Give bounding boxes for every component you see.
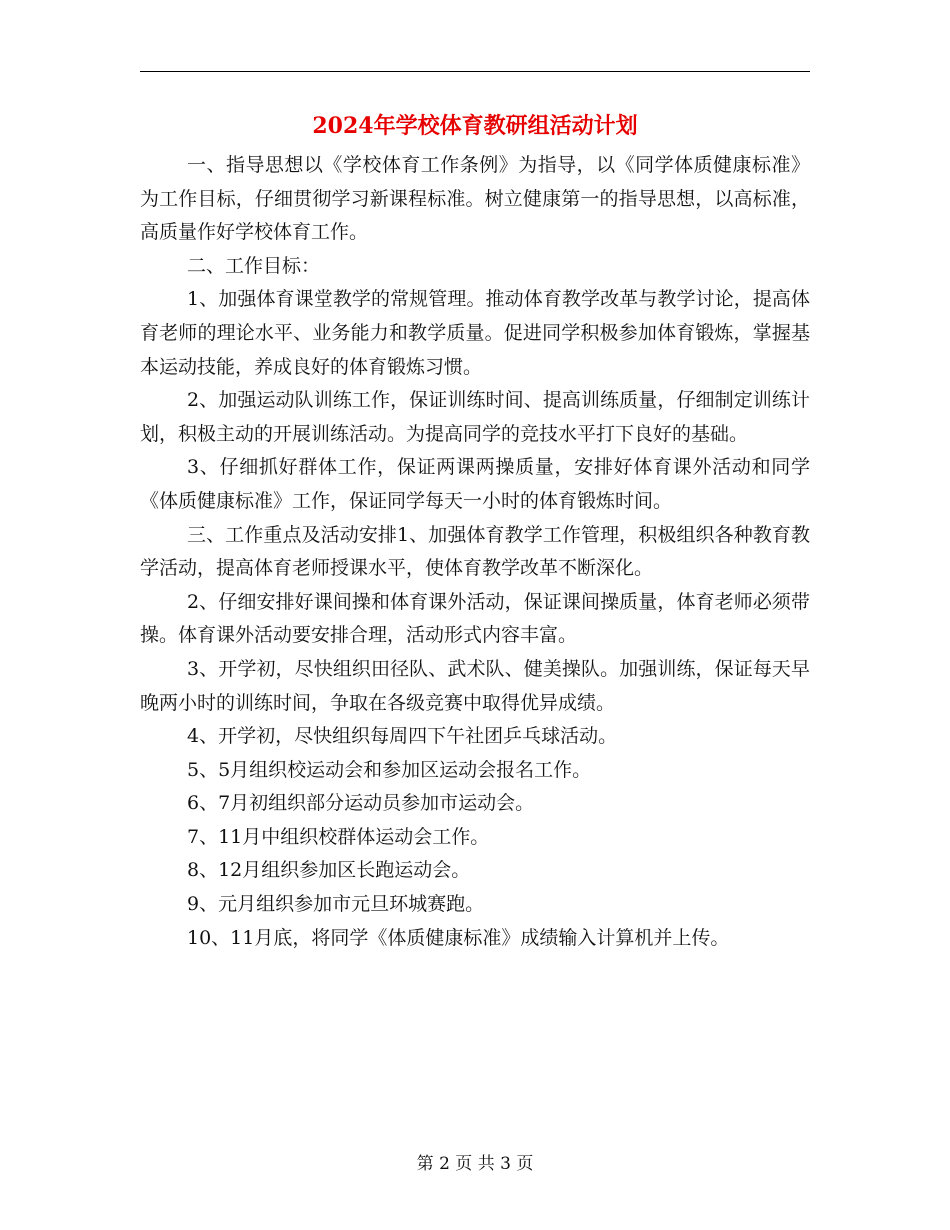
paragraph-focus-8: 8、12月组织参加区长跑运动会。 (187, 859, 471, 882)
paragraph-guiding-ideology: 一、指导思想以《学校体育工作条例》为指导，以《同学体质健康标准》为工作目标，仔细贯彻学习新课程标准。树立健康第一的指导思想，以高标准，高质量作好学校体育工作。 (140, 154, 810, 244)
document-body (140, 149, 810, 955)
paragraph-focus-3: 3、开学初，尽快组织田径队、武术队、健美操队。加强训练，保证每天早晚两小时的训练时间，争取在各级竞赛中取得优异成绩。 (140, 657, 810, 714)
paragraph-focus-4: 4、开学初，尽快组织每周四下午社团乒乓球活动。 (187, 725, 618, 748)
paragraph-focus-9: 9、元月组织参加市元旦环城赛跑。 (187, 893, 485, 916)
paragraph-goal-3: 3、仔细抓好群体工作，保证两课两操质量，安排好体育课外活动和同学《体质健康标准》工作，保证同学每天一小时的体育锻炼时间。 (140, 456, 810, 512)
page-number: 第 2 页 共 3 页 (416, 1154, 534, 1174)
paragraph-goal-1: 1、加强体育课堂教学的常规管理。推动体育教学改革与教学讨论，提高体育老师的理论水平、业务能力和教学质量。促进同学积极参加体育锻炼，掌握基本运动技能，养成良好的体育锻炼习惯。 (140, 288, 810, 378)
paragraph-focus-2: 2、仔细安排好课间操和体育课外活动，保证课间操质量，体育老师必须带操。体育课外活动要安排合理，活动形式内容丰富。 (140, 590, 810, 647)
paragraph-focus-7: 7、11月中组织校群体运动会工作。 (187, 825, 490, 848)
document-title: 2024年学校体育教研组活动计划 (312, 113, 638, 139)
paragraph-work-goals-heading: 二、工作目标： (187, 254, 321, 277)
paragraph-focus-10: 10、11月底，将同学《体质健康标准》成绩输入计算机并上传。 (187, 926, 730, 949)
paragraph-goal-2: 2、加强运动队训练工作，保证训练时间、提高训练质量，仔细制定训练计划，积极主动的开展训练活动。为提高同学的竞技水平打下良好的基础。 (140, 389, 810, 445)
header-rule (140, 71, 810, 72)
paragraph-focus-1: 三、工作重点及活动安排1、加强体育教学工作管理，积极组织各种教育教学活动，提高体育老师授课水平，使体育教学改革不断深化。 (140, 523, 810, 580)
paragraph-focus-5: 5、5月组织校运动会和参加区运动会报名工作。 (187, 758, 592, 781)
paragraph-focus-6: 6、7月初组织部分运动员参加市运动会。 (187, 792, 535, 815)
